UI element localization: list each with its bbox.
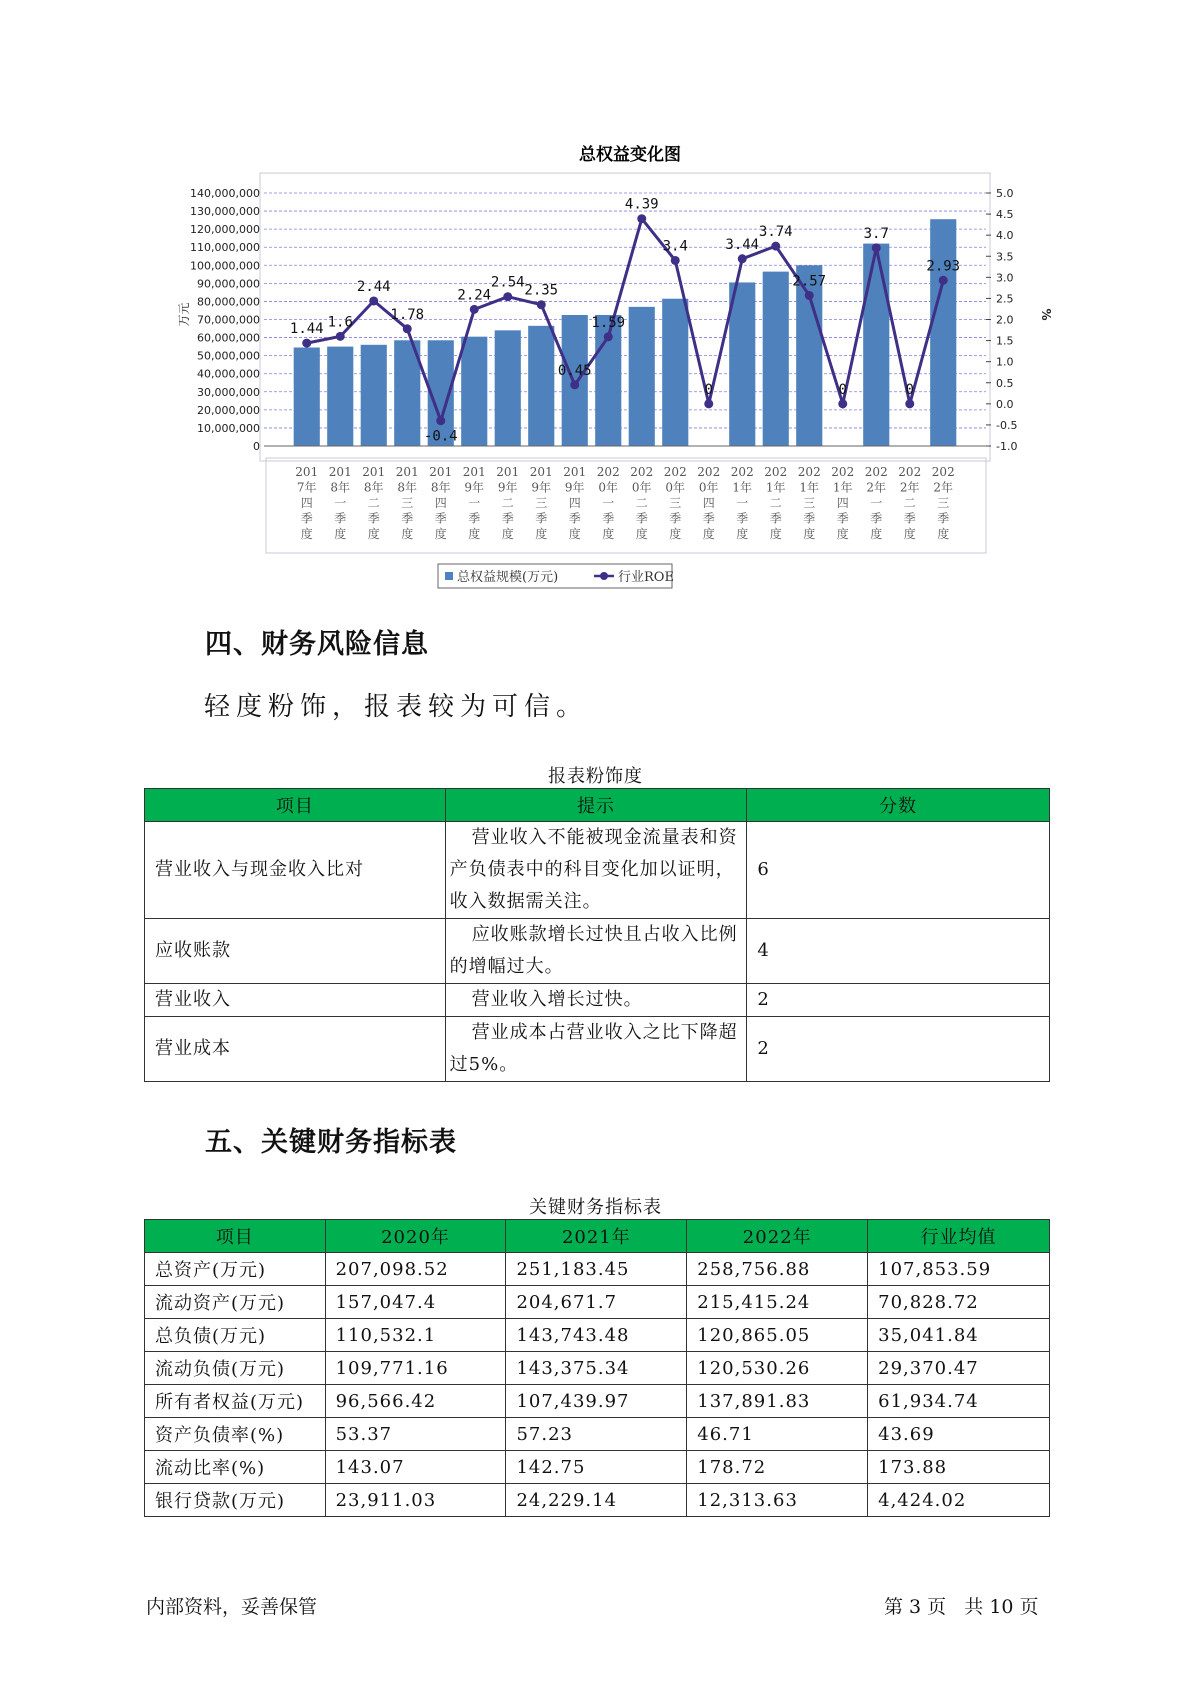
metric-value-cell: 70,828.72: [868, 1286, 1050, 1319]
x-tick-label: 度: [468, 527, 481, 541]
roe-data-label: 1.44: [289, 321, 324, 338]
metric-value-cell: 107,853.59: [868, 1253, 1050, 1286]
metric-value-cell: 143,375.34: [506, 1352, 687, 1385]
y2-tick-label: 3.0: [996, 271, 1014, 285]
x-tick-label: 度: [300, 527, 313, 541]
x-tick-label: 四: [836, 496, 849, 510]
y2-tick-label: 1.0: [996, 355, 1014, 369]
y2-tick-label: 4.5: [996, 208, 1014, 222]
metric-value-cell: 107,439.97: [506, 1385, 687, 1418]
y-tick-label: 80,000,000: [197, 295, 260, 309]
y-tick-label: 10,000,000: [197, 421, 260, 435]
legend-bar-swatch: [445, 572, 453, 580]
x-tick-label: 201: [295, 465, 319, 479]
x-tick-label: 度: [334, 527, 347, 541]
x-tick-label: 2年: [933, 480, 954, 495]
roe-point: [503, 292, 512, 301]
bar: [327, 347, 353, 446]
x-tick-label: 0年: [598, 480, 619, 495]
metric-name-cell: 银行贷款(万元): [145, 1484, 326, 1517]
x-tick-label: 三: [669, 496, 682, 510]
x-tick-label: 0年: [665, 480, 686, 495]
chart-title: 总权益变化图: [579, 145, 681, 165]
roe-point: [805, 291, 814, 300]
table-row: [145, 822, 1050, 919]
x-tick-label: 季: [334, 511, 347, 526]
header-cell: 项目: [145, 789, 446, 822]
x-tick-label: 202: [630, 465, 654, 479]
y-tick-label: 100,000,000: [190, 259, 260, 273]
table-row: [145, 1385, 1050, 1418]
x-tick-label: 202: [730, 465, 754, 479]
metric-value-cell: 204,671.7: [506, 1286, 687, 1319]
header-cell: 提示: [445, 789, 747, 822]
table-row: [145, 1319, 1050, 1352]
x-tick-label: 度: [937, 527, 950, 541]
metric-value-cell: 215,415.24: [687, 1286, 868, 1319]
x-tick-label: 202: [898, 465, 922, 479]
x-tick-label: 202: [697, 465, 721, 479]
x-tick-label: 四: [702, 496, 715, 510]
x-tick-label: 季: [535, 511, 548, 526]
roe-point: [369, 296, 378, 305]
risk-item: 营业收入与现金收入比对: [145, 822, 446, 919]
metric-value-cell: 53.37: [325, 1418, 506, 1451]
x-tick-label: 季: [903, 511, 916, 526]
risk-hint: 营业收入增长过快。: [445, 984, 747, 1017]
x-tick-label: 三: [803, 496, 816, 510]
legend-line-marker: [600, 572, 608, 580]
roe-data-label: 2.44: [356, 278, 391, 295]
roe-data-label: 3.4: [662, 238, 688, 255]
x-tick-label: 二: [635, 496, 648, 510]
x-tick-label: 201: [395, 465, 419, 479]
x-tick-label: 度: [836, 527, 849, 541]
x-tick-label: 度: [434, 527, 447, 541]
legend-bar-label: 总权益规模(万元): [457, 570, 559, 585]
risk-score: 2: [747, 984, 1050, 1017]
bar: [528, 326, 554, 446]
y2-tick-label: 3.5: [996, 250, 1014, 264]
y-tick-label: 60,000,000: [197, 331, 260, 345]
roe-point: [470, 305, 479, 314]
metrics-table: [144, 1219, 1050, 1517]
x-tick-label: 201: [529, 465, 553, 479]
x-tick-label: 季: [300, 511, 313, 526]
metric-value-cell: 137,891.83: [687, 1385, 868, 1418]
x-tick-label: 季: [702, 511, 715, 526]
x-tick-label: 1年: [765, 480, 786, 495]
risk-table-caption: 报表粉饰度: [548, 766, 643, 787]
x-tick-label: 度: [736, 527, 749, 541]
y2-tick-label: 0.5: [996, 376, 1014, 390]
x-tick-label: 二: [501, 496, 514, 510]
y2-tick-label: -0.5: [996, 418, 1018, 432]
metric-value-cell: 178.72: [687, 1451, 868, 1484]
y-tick-label: 90,000,000: [197, 277, 260, 291]
roe-point: [905, 399, 914, 408]
risk-summary-text: 轻度粉饰，报表较为可信。: [204, 692, 589, 722]
metric-value-cell: 173.88: [868, 1451, 1050, 1484]
footer-confidential-note: 内部资料，妥善保管: [146, 1596, 318, 1618]
x-tick-label: 度: [568, 527, 581, 541]
table-row: [145, 1253, 1050, 1286]
y-tick-label: 140,000,000: [190, 187, 260, 200]
x-tick-label: 二: [769, 496, 782, 510]
legend-line-label: 行业ROE: [618, 570, 674, 585]
roe-data-label: 3.7: [863, 225, 889, 242]
x-tick-label: 一: [870, 496, 883, 510]
x-tick-label: 8年: [430, 480, 451, 495]
y-tick-label: 120,000,000: [190, 223, 260, 237]
x-tick-label: 度: [903, 527, 916, 541]
risk-item: 营业成本: [145, 1017, 446, 1082]
x-tick-label: 三: [937, 496, 950, 510]
metric-value-cell: 4,424.02: [868, 1484, 1050, 1517]
risk-score: 6: [747, 822, 1050, 919]
x-tick-label: 二: [367, 496, 380, 510]
metric-value-cell: 207,098.52: [325, 1253, 506, 1286]
header-cell: 行业均值: [868, 1220, 1050, 1253]
y2-tick-label: 1.5: [996, 334, 1014, 348]
y2-tick-label: 2.5: [996, 292, 1014, 306]
roe-point: [537, 300, 546, 309]
bar: [461, 337, 487, 446]
x-tick-label: 8年: [397, 480, 418, 495]
metrics-table-body: [145, 1220, 1050, 1517]
x-tick-label: 一: [334, 496, 347, 510]
risk-table-header: [145, 789, 1050, 822]
x-tick-label: 度: [401, 527, 414, 541]
metric-value-cell: 251,183.45: [506, 1253, 687, 1286]
roe-data-label: 0.45: [557, 362, 592, 379]
roe-point: [838, 399, 847, 408]
x-tick-label: 季: [937, 511, 950, 526]
x-tick-label: 201: [462, 465, 486, 479]
roe-data-label: 1.78: [390, 306, 425, 323]
roe-point: [336, 332, 345, 341]
x-tick-label: 201: [429, 465, 453, 479]
roe-data-label: 1.59: [591, 314, 626, 331]
risk-score: 2: [747, 1017, 1050, 1082]
roe-data-label: 2.57: [792, 273, 827, 290]
table-row: [145, 1484, 1050, 1517]
roe-point: [671, 256, 680, 265]
roe-point: [939, 276, 948, 285]
metric-value-cell: 23,911.03: [325, 1484, 506, 1517]
metric-value-cell: 57.23: [506, 1418, 687, 1451]
roe-data-label: 1.6: [327, 314, 353, 331]
section-heading-risk: 四、财务风险信息: [205, 629, 429, 660]
y2-tick-label: 0.0: [996, 397, 1014, 411]
header-cell: 项目: [145, 1220, 326, 1253]
risk-hint: 营业成本占营业收入之比下降超过5%。: [445, 1017, 747, 1082]
risk-hint: 营业收入不能被现金流量表和资产负债表中的科目变化加以证明，收入数据需关注。: [445, 822, 747, 919]
risk-item: 营业收入: [145, 984, 446, 1017]
y2-tick-label: -1.0: [996, 440, 1018, 453]
metric-name-cell: 流动负债(万元): [145, 1352, 326, 1385]
equity-chart: [170, 140, 1053, 600]
x-tick-label: 季: [870, 511, 883, 526]
table-row: [145, 1451, 1050, 1484]
header-cell: 2021年: [506, 1220, 687, 1253]
x-tick-label: 度: [803, 527, 816, 541]
x-tick-label: 1年: [799, 480, 820, 495]
table-row: [145, 919, 1050, 984]
x-tick-label: 季: [568, 511, 581, 526]
y-axis-label: 万元: [177, 302, 191, 327]
x-tick-label: 2年: [866, 480, 887, 495]
roe-data-label: 0: [905, 381, 914, 398]
roe-data-label: -0.4: [423, 428, 458, 445]
x-tick-label: 季: [836, 511, 849, 526]
roe-point: [436, 416, 445, 425]
roe-point: [738, 254, 747, 263]
x-tick-label: 201: [496, 465, 520, 479]
roe-point: [637, 214, 646, 223]
x-tick-label: 8年: [363, 480, 384, 495]
metric-value-cell: 46.71: [687, 1418, 868, 1451]
risk-item: 应收账款: [145, 919, 446, 984]
x-tick-label: 季: [468, 511, 481, 526]
header-cell: 分数: [747, 789, 1050, 822]
x-tick-label: 季: [602, 511, 615, 526]
bar: [763, 272, 789, 446]
metrics-table-caption: 关键财务指标表: [529, 1197, 662, 1218]
x-tick-label: 二: [903, 496, 916, 510]
metric-value-cell: 120,865.05: [687, 1319, 868, 1352]
metric-value-cell: 12,313.63: [687, 1484, 868, 1517]
page-number: 第 3 页 共 10 页: [884, 1596, 1039, 1618]
metric-value-cell: 157,047.4: [325, 1286, 506, 1319]
roe-data-label: 2.93: [926, 258, 961, 275]
x-tick-label: 201: [328, 465, 352, 479]
x-tick-label: 201: [362, 465, 386, 479]
x-tick-label: 三: [401, 496, 414, 510]
x-tick-label: 0年: [631, 480, 652, 495]
bar: [629, 307, 655, 446]
roe-data-label: 0: [704, 381, 713, 398]
bar: [662, 299, 688, 446]
x-tick-label: 度: [367, 527, 380, 541]
x-tick-label: 202: [764, 465, 788, 479]
metric-value-cell: 258,756.88: [687, 1253, 868, 1286]
x-tick-label: 2年: [899, 480, 920, 495]
x-tick-label: 季: [736, 511, 749, 526]
y-tick-label: 0: [253, 440, 260, 453]
metric-name-cell: 资产负债率(%): [145, 1418, 326, 1451]
table-row: [145, 984, 1050, 1017]
metric-value-cell: 142.75: [506, 1451, 687, 1484]
x-tick-label: 季: [769, 511, 782, 526]
roe-point: [570, 380, 579, 389]
metrics-table-header: [145, 1220, 1050, 1253]
x-tick-label: 202: [931, 465, 955, 479]
roe-data-label: 3.74: [758, 224, 793, 241]
x-tick-label: 度: [635, 527, 648, 541]
x-tick-label: 202: [797, 465, 821, 479]
x-tick-label: 1年: [732, 480, 753, 495]
risk-table: [144, 788, 1050, 1082]
x-tick-label: 一: [468, 496, 481, 510]
x-tick-label: 9年: [531, 480, 552, 495]
x-tick-label: 一: [736, 496, 749, 510]
bar: [863, 244, 889, 446]
metric-value-cell: 120,530.26: [687, 1352, 868, 1385]
x-tick-label: 202: [596, 465, 620, 479]
roe-data-label: 2.54: [490, 274, 525, 291]
roe-point: [872, 243, 881, 252]
metric-value-cell: 35,041.84: [868, 1319, 1050, 1352]
risk-hint: 应收账款增长过快且占收入比例的增幅过大。: [445, 919, 747, 984]
x-tick-label: 一: [602, 496, 615, 510]
x-tick-label: 8年: [330, 480, 351, 495]
roe-data-label: 0: [838, 381, 847, 398]
x-tick-label: 度: [769, 527, 782, 541]
roe-data-label: 2.35: [524, 282, 559, 299]
bar: [729, 282, 755, 446]
metric-name-cell: 总负债(万元): [145, 1319, 326, 1352]
x-tick-label: 季: [803, 511, 816, 526]
x-tick-label: 202: [831, 465, 855, 479]
x-tick-label: 季: [401, 511, 414, 526]
roe-point: [771, 242, 780, 251]
y-tick-label: 20,000,000: [197, 403, 260, 417]
x-tick-label: 季: [669, 511, 682, 526]
x-tick-label: 四: [568, 496, 581, 510]
x-tick-label: 度: [602, 527, 615, 541]
roe-point: [302, 339, 311, 348]
bar: [361, 345, 387, 446]
metric-value-cell: 143.07: [325, 1451, 506, 1484]
metric-name-cell: 流动比率(%): [145, 1451, 326, 1484]
x-tick-label: 9年: [497, 480, 518, 495]
x-tick-label: 季: [367, 511, 380, 526]
y2-tick-label: 4.0: [996, 229, 1014, 243]
header-cell: 2022年: [687, 1220, 868, 1253]
x-tick-label: 度: [702, 527, 715, 541]
y-tick-label: 130,000,000: [190, 205, 260, 219]
x-tick-label: 202: [864, 465, 888, 479]
table-row: [145, 1017, 1050, 1082]
y2-tick-label: 2.0: [996, 313, 1014, 327]
bar: [930, 219, 956, 446]
table-row: [145, 1352, 1050, 1385]
metric-value-cell: 96,566.42: [325, 1385, 506, 1418]
x-tick-label: 四: [434, 496, 447, 510]
x-tick-label: 三: [535, 496, 548, 510]
roe-point: [604, 332, 613, 341]
metric-value-cell: 109,771.16: [325, 1352, 506, 1385]
roe-data-label: 3.44: [725, 236, 760, 253]
risk-score: 4: [747, 919, 1050, 984]
metric-value-cell: 110,532.1: [325, 1319, 506, 1352]
roe-data-label: 2.24: [457, 287, 492, 304]
metric-name-cell: 所有者权益(万元): [145, 1385, 326, 1418]
x-tick-label: 度: [535, 527, 548, 541]
x-tick-label: 度: [669, 527, 682, 541]
x-tick-label: 9年: [564, 480, 585, 495]
equity-chart-svg: [170, 140, 1053, 600]
y-tick-label: 30,000,000: [197, 385, 260, 399]
x-tick-label: 202: [663, 465, 687, 479]
metric-value-cell: 61,934.74: [868, 1385, 1050, 1418]
bar: [294, 348, 320, 446]
metric-name-cell: 流动资产(万元): [145, 1286, 326, 1319]
metric-value-cell: 29,370.47: [868, 1352, 1050, 1385]
x-tick-label: 0年: [698, 480, 719, 495]
x-tick-label: 季: [434, 511, 447, 526]
table-row: [145, 1286, 1050, 1319]
metric-name-cell: 总资产(万元): [145, 1253, 326, 1286]
metric-value-cell: 24,229.14: [506, 1484, 687, 1517]
y-tick-label: 40,000,000: [197, 367, 260, 381]
x-tick-label: 9年: [464, 480, 485, 495]
x-tick-label: 7年: [296, 480, 317, 495]
header-cell: 2020年: [325, 1220, 506, 1253]
metric-value-cell: 143,743.48: [506, 1319, 687, 1352]
section-heading-metrics: 五、关键财务指标表: [205, 1127, 457, 1158]
y-tick-label: 70,000,000: [197, 313, 260, 327]
x-tick-label: 度: [870, 527, 883, 541]
bar: [495, 330, 521, 446]
table-row: [145, 1418, 1050, 1451]
x-tick-label: 1年: [832, 480, 853, 495]
x-tick-label: 度: [501, 527, 514, 541]
x-tick-label: 201: [563, 465, 587, 479]
x-tick-label: 四: [300, 496, 313, 510]
x-tick-label: 季: [635, 511, 648, 526]
roe-point: [704, 399, 713, 408]
y2-axis-label: %: [1039, 308, 1053, 321]
y-tick-label: 50,000,000: [197, 349, 260, 363]
metric-value-cell: 43.69: [868, 1418, 1050, 1451]
y-tick-label: 110,000,000: [190, 241, 260, 255]
y2-tick-label: 5.0: [996, 187, 1014, 200]
roe-data-label: 4.39: [624, 196, 659, 213]
roe-point: [403, 324, 412, 333]
x-tick-label: 季: [501, 511, 514, 526]
